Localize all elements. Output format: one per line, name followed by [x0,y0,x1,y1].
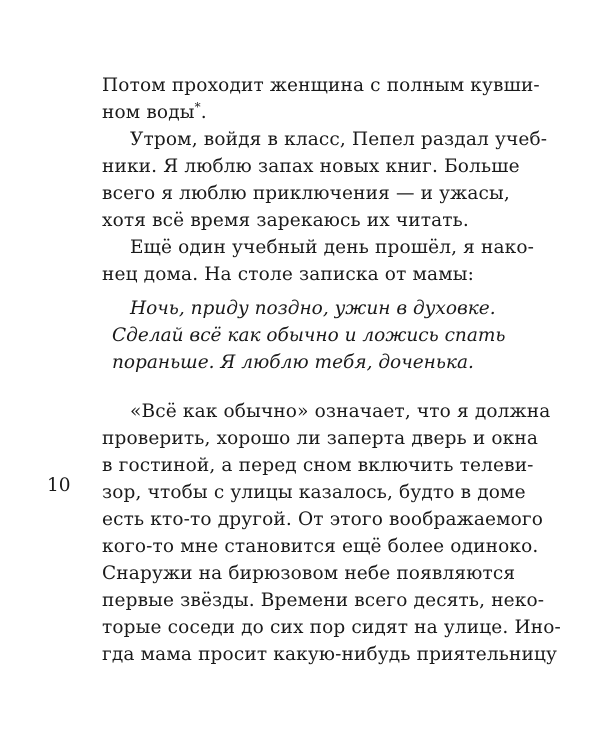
text-line: Ещё один учебный день прошёл, я нако- [130,237,535,258]
text-bottom [102,398,561,668]
footnote-mark: * [194,99,201,114]
text-line: Утром, войдя в класс, Пепел раздал учеб- [130,129,548,150]
note-line: Ночь, приду поздно, ужин в духовке. [130,298,496,319]
text-line: всего я люблю приключения — и ужасы, [102,183,510,204]
text-line: хотя всё время зарекаюсь их читать. [102,210,469,231]
text-line: Снаружи на бирюзовом небе появляются [102,563,516,584]
text-line: зор, чтобы с улицы казалось, будто в доме [102,482,526,503]
text-line: есть кто-то другой. От этого воображаемого [102,509,544,530]
mom-note [112,295,506,376]
text-line: гда мама просит какую-нибудь приятельницу [102,644,558,665]
text-line: первые звёзды. Времени всего десять, неко- [102,590,545,611]
text-line: в гостиной, а перед сном включить телеви- [102,455,534,476]
note-line: Сделай всё как обычно и ложись спать [112,325,506,346]
text-line: ники. Я люблю запах новых книг. Больше [102,156,520,177]
text-line: «Всё как обычно» означает, что я должна [130,401,551,422]
text-fragment: ном воды [102,102,195,123]
text-top [102,72,548,288]
text-line: кого-то мне становится ещё более одиноко. [102,536,539,557]
text-line: проверить, хорошо ли заперта дверь и окна [102,428,539,449]
text-line: Потом проходит женщина с полным кувши- [102,75,540,96]
text-line: нец дома. На столе записка от мамы: [102,264,475,285]
text-line [102,99,506,126]
text-line: торые соседи до сих пор сидят на улице. Ино- [102,617,561,638]
page-number: 10 [47,475,71,496]
period: . [200,102,207,123]
note-line: пораньше. Я люблю тебя, доченька. [112,352,474,373]
